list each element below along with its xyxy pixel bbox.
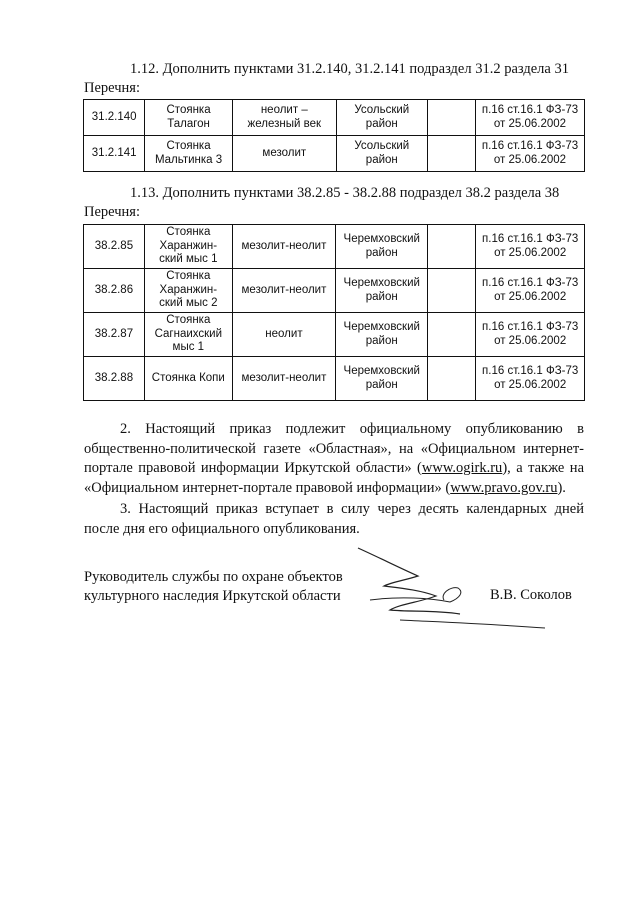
cell-empty [428,357,476,401]
cell-site-name: Стоянка Сагнаихский мыс 1 [144,313,232,357]
cell-number: 38.2.87 [84,313,145,357]
cell-district [336,313,428,357]
para3-text: 3. Настоящий приказ вступает в силу через десять календарных дней после дня его официального опубликования. [84,501,584,537]
cell-empty [427,136,475,172]
cell-period: мезолит [232,136,336,172]
para2-text-1: 2. Настоящий приказ подлежит официальному опубликованию в общественно-политической газете «Областная», на «Официальном интернет-портале правовой информации Иркутской области» ( [84,421,584,476]
monuments-table-31 [83,99,585,172]
table-row [84,136,585,172]
cell-period: неолит – железный век [232,100,336,136]
cell-site-name: Стоянка Харанжин-ский мыс 2 [144,269,232,313]
cell-legal-basis: п.16 ст.16.1 ФЗ-73 от 25.06.2002 [475,136,584,172]
item-1-13-heading [84,184,584,222]
cell-period: мезолит-неолит [232,225,335,269]
district-line: район [365,117,398,130]
position-line1: Руководитель службы по охране объектов [84,569,343,585]
item-1-12-line2: Перечня: [84,80,140,96]
cell-site-name: Стоянка Талагон [145,100,232,136]
district-line: Усольский [354,140,410,152]
cell-legal-basis: п.16 ст.16.1 ФЗ-73 от 25.06.2002 [475,100,584,136]
monuments-table-31-body [84,100,585,172]
monuments-table-38 [83,224,585,401]
table-row [84,313,585,357]
cell-legal-basis: п.16 ст.16.1 ФЗ-73 от 25.06.2002 [476,269,585,313]
district-line: район [365,153,398,166]
district-line: район [365,378,398,391]
cell-period: неолит [232,313,335,357]
cell-empty [428,269,476,313]
para2-text-2: ), а также на «Официальном интернет-портале правовой информации» ( [84,460,585,496]
item-1-13-line2: Перечня: [84,204,140,220]
cell-number: 38.2.85 [84,225,145,269]
district-line: Черемховский [343,277,420,289]
pravo-link[interactable]: www.pravo.gov.ru [450,479,558,496]
cell-site-name: Стоянка Харанжин-ский мыс 1 [144,225,232,269]
table-row [84,225,585,269]
district-line: Усольский [354,104,410,116]
paragraph-2 [84,420,584,498]
district-line: район [365,334,398,347]
cell-empty [427,100,475,136]
table-row [84,357,585,401]
signatory-name: В.В. Соколов [490,587,572,603]
district-line: район [365,246,398,259]
cell-district [336,136,427,172]
table-row [84,269,585,313]
district-line: район [365,290,398,303]
position-line2: культурного наследия Иркутской области [84,588,341,604]
district-line: Черемховский [343,365,420,377]
cell-legal-basis: п.16 ст.16.1 ФЗ-73 от 25.06.2002 [476,357,585,401]
cell-number: 38.2.88 [84,357,145,401]
ogirk-link[interactable]: www.ogirk.ru [421,460,503,476]
cell-period: мезолит-неолит [232,269,335,313]
monuments-table-38-body [84,225,585,401]
cell-number: 38.2.86 [84,269,145,313]
item-1-12-heading [84,60,584,98]
signatory-position [84,568,343,606]
cell-district [336,269,428,313]
table-row [84,100,585,136]
district-line: Черемховский [343,233,420,245]
cell-site-name: Стоянка Копи [144,357,232,401]
district-line: Черемховский [343,321,420,333]
item-1-13-line1: 1.13. Дополнить пунктами 38.2.85 - 38.2.88 подраздел 38.2 раздела 38 [130,185,560,201]
paragraph-3 [84,500,584,539]
cell-empty [428,225,476,269]
cell-empty [428,313,476,357]
cell-site-name: Стоянка Мальтинка 3 [145,136,232,172]
para2-text-3: ). [557,479,566,496]
cell-district [336,225,428,269]
item-1-12-line1: 1.12. Дополнить пунктами 31.2.140, 31.2.141 подраздел 31.2 раздела 31 [130,61,569,77]
cell-number: 31.2.141 [84,136,145,172]
cell-district [336,357,428,401]
cell-district [336,100,427,136]
cell-period: мезолит-неолит [232,357,335,401]
cell-number: 31.2.140 [84,100,145,136]
cell-legal-basis: п.16 ст.16.1 ФЗ-73 от 25.06.2002 [476,313,585,357]
cell-legal-basis: п.16 ст.16.1 ФЗ-73 от 25.06.2002 [476,225,585,269]
